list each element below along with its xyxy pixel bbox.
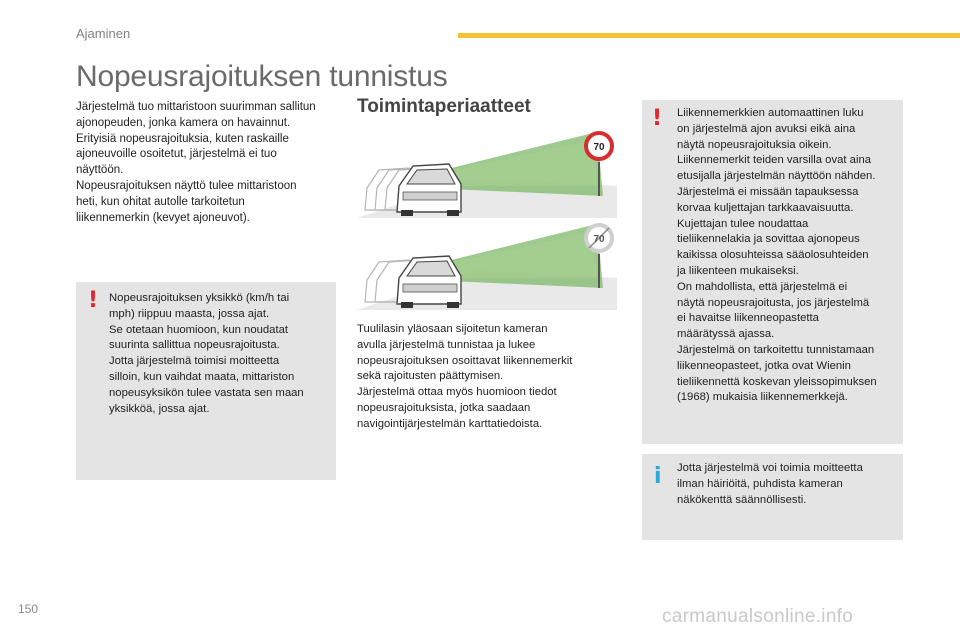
section-label: Ajaminen bbox=[76, 26, 131, 41]
car-icon bbox=[397, 256, 461, 308]
speed-sign-value: 70 bbox=[593, 234, 605, 245]
warning-text-right: Liikennemerkkien automaattinen luku on järjestelmä ajon avuksi eikä aina näytä nopeusrajoituksia oikein. Liikennemerkit teiden varsilla ovat aina etusijalla järjestelmän näyttöön nähden. Järjestelmä ei missään tapauksessa korvaa kuljettajan tarkkaavaisuutta. Kujettajan tulee noudattaa tieliikennelakia ja sovittaa ajonopeus kaikissa olosuhteissa sääolosuhteiden ja liikenteen mukaiseksi. On mahdollista, että järjestelmä ei näytä nopeusrajoitusta, jos järjestelmä ei havaitse liikenneopastetta määrätyssä ajassa. Järjestelmä on tarkoitettu tunnistamaan liikenneopasteet, jotka ovat Wienin tieliikennettä koskevan yleissopimuksen (1968) mukaisia liikennemerkkejä. bbox=[677, 107, 877, 404]
operation-text: Tuulilasin yläosaan sijoitetun kameran avulla järjestelmä tunnistaa ja lukee nopeusrajoituksen osoittavat liikennemerkit sekä rajoitusten päättymisen. Järjestelmä ottaa myös huomioon tiedot nopeusrajoituksista, jotka saadaan navigointijärjestelmän karttatiedoista. bbox=[357, 323, 573, 430]
page-number: 150 bbox=[18, 602, 39, 616]
header-accent-bar bbox=[458, 33, 960, 38]
info-text: Jotta järjestelmä voi toimia moitteetta ilman häiriöitä, puhdista kameran näkökenttä säännöllisesti. bbox=[677, 462, 863, 506]
warning-exclamation-icon: ! bbox=[652, 106, 663, 131]
watermark: carmanualsonline.info bbox=[662, 606, 854, 627]
page-title: Nopeusrajoituksen tunnistus bbox=[76, 60, 448, 93]
camera-reading-illustration-bottom bbox=[357, 218, 617, 310]
info-i-icon: i bbox=[654, 464, 662, 489]
intro-paragraph: Järjestelmä tuo mittaristoon suurimman sallitun ajonopeuden, jonka kamera on havainnut. Erityisiä nopeusrajoituksia, kuten raskaille ajoneuvoille osoitetut, järjestelmä ei tuo näyttöön. Nopeusrajoituksen näyttö tulee mittaristoon heti, kun ohitat autolle tarkoitetun liikennemerkin (kevyet ajoneuvot). bbox=[76, 101, 316, 224]
operation-heading: Toimintaperiaatteet bbox=[357, 96, 531, 117]
camera-reading-illustration-top bbox=[357, 126, 617, 218]
car-icon bbox=[397, 164, 461, 216]
warning-text-left: Nopeusrajoituksen yksikkö (km/h tai mph) riippuu maasta, jossa ajat. Se otetaan huomioon, kun noudatat suurinta sallittua nopeusrajoitusta. Jotta järjestelmä toimisi moitteetta silloin, kun vaihdat maata, mittariston nopeusyksikön tulee vastata sen maan yksikköä, jossa ajat. bbox=[109, 292, 304, 415]
warning-exclamation-icon: ! bbox=[88, 288, 99, 313]
speed-sign-value: 70 bbox=[593, 142, 605, 153]
